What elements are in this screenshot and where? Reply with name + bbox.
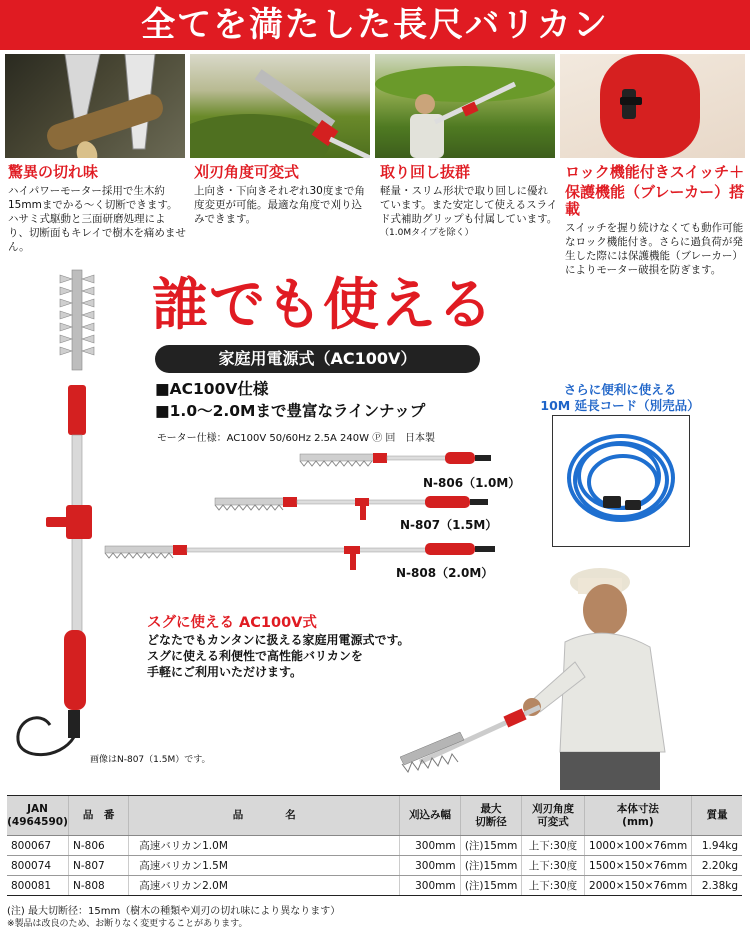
cell-dimensions: 2000×150×76mm: [584, 876, 692, 896]
cell-max-cut: (注)15mm: [460, 836, 522, 856]
model-label: N-808（2.0M）: [396, 566, 494, 580]
model-label: N-806（1.0M）: [423, 476, 521, 490]
cell-weight: 1.94kg: [692, 836, 742, 856]
spec-table: [7, 795, 742, 896]
feature-body: 軽量・スリム形状で取り回しに優れています。また安定して使えるスライド式補助グリップも付属しています。: [380, 185, 558, 225]
pse-mark: Ⓟ: [372, 433, 383, 444]
page-banner: 全てを満たした長尺バリカン: [0, 0, 750, 50]
col-cut-width: 刈込み幅: [400, 796, 460, 836]
ac-body: [147, 632, 437, 680]
cell-name: 高速バリカン2.0M: [129, 876, 400, 896]
cell-weight: 2.20kg: [692, 856, 742, 876]
cell-model: N-807: [69, 856, 129, 876]
col-name: 品 名: [129, 796, 400, 836]
cell-weight: 2.38kg: [692, 876, 742, 896]
col-model: 品 番: [69, 796, 129, 836]
cell-dimensions: 1000×100×76mm: [584, 836, 692, 856]
extension-cord-caption: [540, 382, 700, 414]
cell-name: 高速バリカン1.0M: [129, 836, 400, 856]
feature-note: （1.0Mタイプを除く）: [380, 228, 474, 238]
cell-model: N-806: [69, 836, 129, 856]
cell-cut-width: 300mm: [400, 836, 460, 856]
image-caption: 画像はN-807（1.5M）です。: [90, 755, 211, 765]
cell-max-cut: (注)15mm: [460, 856, 522, 876]
cord-caption-line: さらに便利に使える: [563, 382, 677, 397]
table-row: [7, 856, 742, 876]
power-pill: 家庭用電源式（AC100V）: [155, 345, 480, 373]
feature-cutting: [8, 164, 186, 254]
double-insulation-mark: 回: [385, 433, 396, 444]
spec-line: ■1.0〜2.0Mまで豊富なラインナップ: [155, 402, 426, 420]
feature-blade-angle: [194, 164, 372, 226]
footnote-change: ※製品は改良のため、お断りなく変更することがあります。: [7, 919, 248, 929]
feature-title-line2: 保護機能（ブレーカー）搭載: [565, 183, 745, 218]
feature-body: ハイパワーモーター採用で生木約15mmまでかる〜く切断できます。ハサミ式駆動と三面研磨処理により、切断面もキレイで樹木を痛めません。: [8, 185, 186, 253]
feature-title: 驚異の切れ味: [8, 163, 99, 181]
motor-spec-text: モーター仕様：AC100V 50/60Hz 2.5A 240W: [157, 433, 370, 444]
cell-cut-width: 300mm: [400, 856, 460, 876]
headline: 誰でも使える: [152, 273, 494, 338]
extension-cord-image: [552, 415, 690, 547]
model-label: N-807（1.5M）: [400, 518, 498, 532]
spec-line: ■AC100V仕様: [155, 380, 269, 398]
cord-caption-line: 10M 延長コード（別売品）: [540, 398, 700, 413]
col-max-cut: 最大 切断径: [460, 796, 522, 836]
cell-blade-angle: 上下:30度: [522, 856, 584, 876]
photo-lock-switch: [560, 54, 745, 158]
col-weight: 質量: [692, 796, 742, 836]
feature-lock-switch: [565, 164, 745, 277]
col-jan: JAN (4964590): [7, 796, 69, 836]
cell-dimensions: 1500×150×76mm: [584, 856, 692, 876]
cell-max-cut: (注)15mm: [460, 876, 522, 896]
feature-title: 刈刃角度可変式: [194, 163, 300, 181]
photo-man-using-trimmer: [400, 552, 745, 790]
cell-cut-width: 300mm: [400, 876, 460, 896]
motor-spec: [157, 429, 435, 444]
cell-jan: 800074: [7, 856, 69, 876]
table-row: [7, 836, 742, 856]
feature-body: 上向き・下向きそれぞれ30度まで角度変更が可能。最適な角度で刈り込みできます。: [194, 185, 365, 225]
ac-body-line: スグに使える利便性で高性能バリカンを: [147, 649, 363, 663]
cell-jan: 800067: [7, 836, 69, 856]
feature-handling: [380, 164, 558, 240]
col-dimensions: 本体寸法 (mm): [584, 796, 692, 836]
col-blade-angle: 刈刃角度 可変式: [522, 796, 584, 836]
photo-cutting-blade: [5, 54, 185, 158]
cell-blade-angle: 上下:30度: [522, 836, 584, 856]
cell-model: N-808: [69, 876, 129, 896]
table-row: [7, 876, 742, 896]
feature-title-line1: ロック機能付きスイッチ＋: [565, 163, 745, 181]
table-header-row: [7, 796, 742, 836]
cell-jan: 800081: [7, 876, 69, 896]
model-image-n806: [295, 449, 495, 469]
footnote-max-cut: (注) 最大切断径：15mm（樹木の種類や刈刃の切れ味により異なります）: [7, 906, 341, 917]
cell-name: 高速バリカン1.5M: [129, 856, 400, 876]
ac-body-line: どなたでもカンタンに扱える家庭用電源式です。: [147, 633, 410, 647]
blade-teeth: [60, 270, 94, 370]
photo-blade-angle: [190, 54, 370, 158]
footnotes: [7, 905, 340, 931]
cell-blade-angle: 上下:30度: [522, 876, 584, 896]
feature-title: 取り回し抜群: [380, 163, 471, 181]
ac-heading: スグに使える AC100V式: [147, 615, 317, 631]
photo-handling: [375, 54, 555, 158]
product-image-n807: [10, 265, 130, 765]
made-in-japan: 日本製: [404, 433, 435, 444]
feature-body: スイッチを握り続けなくても動作可能なロック機能付き。さらに過負荷が発生した際には保護機能（ブレーカー）によりモーター破損を防ぎます。: [565, 222, 744, 276]
ac-body-line: 手軽にご利用いただけます。: [147, 665, 303, 679]
